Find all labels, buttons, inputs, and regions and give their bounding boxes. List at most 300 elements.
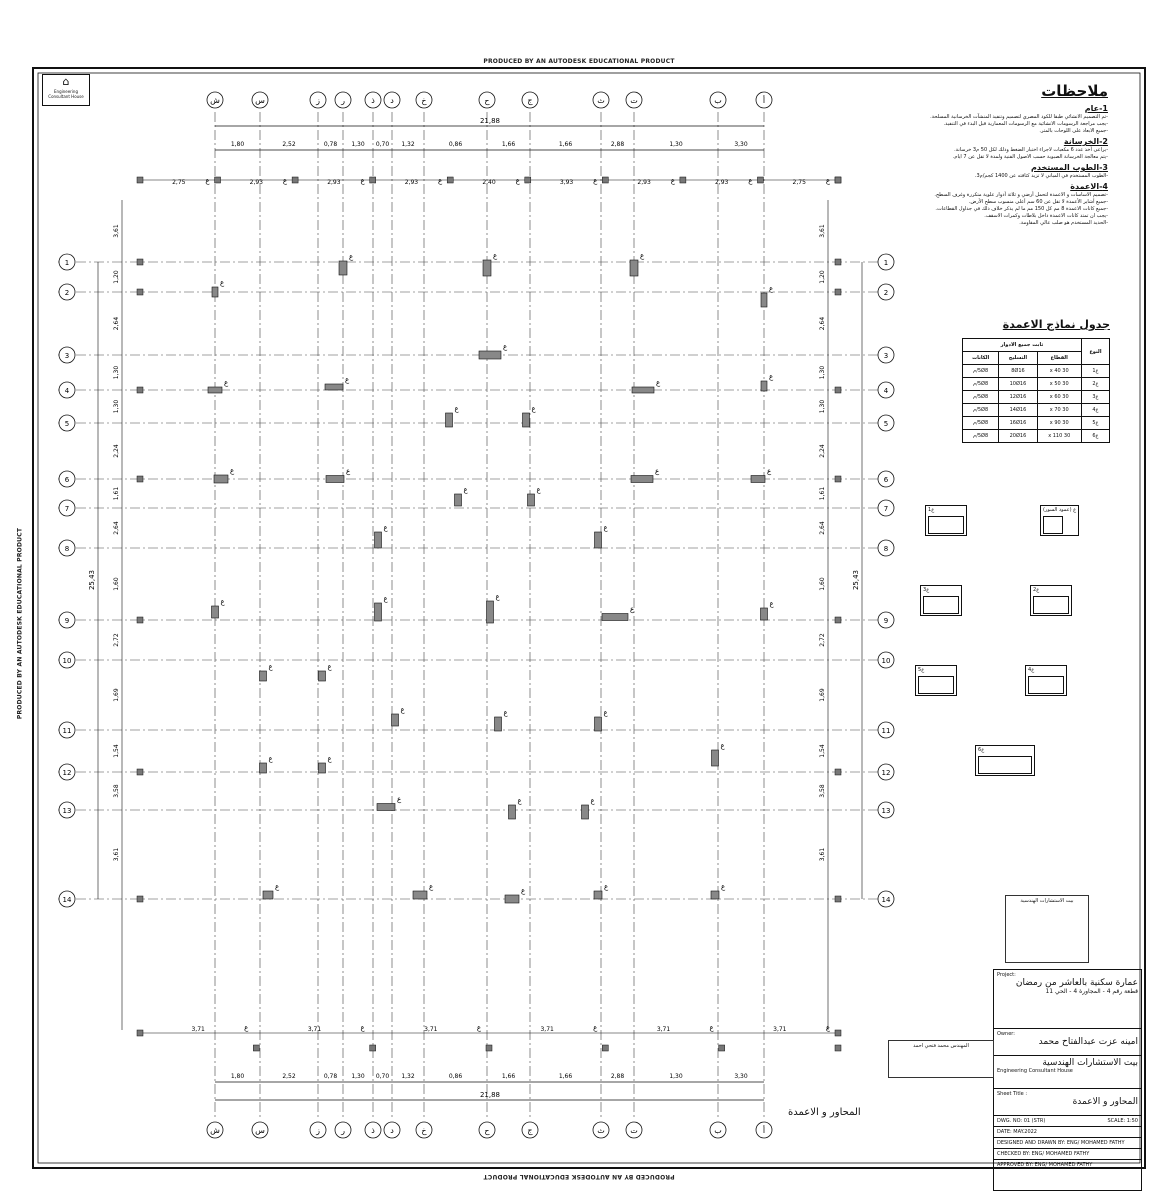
checked-by: CHECKED BY: ENG/ MOHAMED FATHY — [997, 1151, 1090, 1157]
column-detail-label: ع6 — [978, 747, 985, 753]
sheet-inner-border — [38, 73, 1140, 1163]
title-block — [993, 969, 1142, 1191]
axis-label: ش — [210, 1126, 220, 1135]
axis-label: ح — [484, 1126, 490, 1135]
column-detail-label: ع5 — [918, 667, 925, 673]
fence-column — [680, 177, 686, 183]
plan-caption: المحاور و الاعمدة — [788, 1107, 861, 1118]
dimension-value: 0,86 — [448, 141, 463, 148]
column-detail-label: ع4 — [1028, 667, 1035, 673]
column — [761, 293, 767, 307]
dimension-value: 2,72 — [819, 633, 826, 647]
dimension-value: 2,88 — [610, 141, 625, 148]
fence-column — [835, 896, 841, 902]
notes-section-columns: 4-الاعمدة — [1070, 182, 1108, 191]
dimension-value: 3,58 — [113, 784, 120, 798]
axis-label: ذ — [371, 96, 375, 105]
column — [375, 603, 382, 621]
dimension-value: 1,32 — [401, 141, 415, 148]
column — [319, 763, 326, 773]
dimension-value: 1,20 — [819, 270, 826, 284]
axis-label: ج — [527, 1126, 533, 1135]
fence-column — [835, 387, 841, 393]
column-label: ع — [349, 253, 354, 261]
column-label: ع — [825, 1024, 830, 1032]
column — [632, 387, 654, 393]
axis-label: 8 — [883, 545, 889, 553]
column-label: ع — [495, 593, 500, 601]
table-cell-type: ع1 — [1081, 365, 1109, 378]
column — [483, 260, 491, 276]
column-label: ع — [503, 343, 508, 351]
axis-label: أ — [762, 96, 766, 105]
dimension-value: 2,93 — [714, 179, 729, 186]
column-label: ع — [536, 486, 541, 494]
dimension-value: 3,93 — [559, 179, 574, 186]
fence-column — [370, 177, 376, 183]
dimension-value: 3,30 — [734, 1073, 748, 1080]
table-cell-section: 30 x 90 — [1037, 417, 1081, 430]
axis-label: 1 — [883, 259, 889, 267]
owner-label: Owner: — [997, 1031, 1015, 1037]
column-label: ع — [503, 709, 508, 717]
axis-label: 11 — [62, 727, 72, 735]
dimension-value: 0,78 — [323, 141, 338, 148]
axis-label: 8 — [64, 545, 70, 553]
column-label: ع — [767, 467, 772, 476]
column-section-sketch — [923, 596, 959, 614]
table-cell-stirrups: 5Ø8/م — [963, 430, 999, 443]
project-name: عمارة سكنية بالعاشر من رمضان — [1015, 978, 1138, 988]
axis-label: 7 — [883, 505, 889, 513]
note-item: -جميع كانات الاعمدة 8 مم كل 150 مم ما لم يذكر خلاف ذلك في جداول القطاعات. — [935, 206, 1108, 212]
fence-column — [215, 177, 221, 183]
dimension-value: 3,61 — [819, 224, 826, 238]
dimension-value: 1,30 — [819, 365, 826, 380]
fence-column — [137, 1030, 143, 1036]
office-name: بيت الاستشارات الهندسية — [1042, 1058, 1138, 1068]
fence-column — [486, 1045, 492, 1051]
column-label: ع — [268, 755, 273, 763]
axis-label: 4 — [883, 387, 889, 395]
note-item: -الحديد المستخدم هو صلب عالي المقاومة. — [1019, 220, 1108, 226]
column-label: ع — [593, 177, 598, 185]
column — [594, 891, 602, 899]
table-row — [963, 365, 1110, 378]
column — [375, 532, 382, 548]
axis-label: ب — [714, 1126, 722, 1135]
note-item: -تصميم الاساسات و الاعمدة لتحمل أرضي و ثلاثة أدوار علوية متكررة وغرف السطح. — [934, 192, 1108, 198]
fence-column — [137, 769, 143, 775]
column — [413, 891, 427, 899]
table-cell-steel: 16Ø16 — [999, 417, 1037, 430]
dimension-value: 1,54 — [819, 744, 826, 758]
dimension-value: 3,71 — [424, 1026, 438, 1033]
column — [319, 671, 326, 681]
axis-label: 3 — [64, 352, 70, 360]
axis-label: 10 — [881, 657, 891, 665]
column-label: ع — [220, 279, 225, 287]
dimension-value: 1,30 — [351, 141, 365, 148]
dimension-value: 2,52 — [282, 1073, 296, 1080]
axis-label: ب — [714, 96, 722, 105]
dimension-value: 2,93 — [249, 179, 264, 186]
axis-label: س — [255, 1126, 265, 1135]
dimension-value: 1,30 — [669, 1073, 683, 1080]
axis-label: ر — [341, 96, 345, 105]
column-label: ع — [454, 405, 459, 413]
dwg-no: DWG. NO: 01 (STR) — [997, 1118, 1046, 1124]
column — [339, 261, 347, 275]
axis-label: 2 — [64, 289, 70, 297]
fence-column — [253, 1045, 259, 1051]
fence-column — [835, 617, 841, 623]
column-label: ع — [531, 405, 536, 413]
column-section-sketch — [1033, 596, 1069, 614]
column-label: ع — [604, 883, 609, 891]
fence-column — [835, 476, 841, 482]
fence-column — [835, 769, 841, 775]
table-cell-section: 30 x 110 — [1037, 430, 1081, 443]
dimension-value: 1,61 — [819, 486, 826, 501]
column-label: ع — [275, 883, 280, 891]
column-detail — [975, 745, 1035, 776]
column-detail-label: ع1 — [928, 507, 935, 513]
house-icon: ⌂ — [62, 75, 70, 88]
axis-label: 4 — [64, 387, 70, 395]
column-label: ع — [205, 177, 210, 185]
column-label: ع — [383, 524, 388, 532]
dimension-value: 1,69 — [113, 688, 120, 702]
table-header: التسليح — [999, 352, 1037, 365]
axis-label: ح — [484, 96, 490, 105]
column — [487, 601, 494, 623]
column — [712, 750, 719, 766]
fence-column — [602, 177, 608, 183]
dimension-value: 1,32 — [401, 1073, 415, 1080]
column — [212, 287, 218, 297]
fence-column — [835, 289, 841, 295]
column-label: ع — [224, 379, 229, 387]
column-section-sketch — [928, 516, 964, 534]
column-label: ع — [748, 177, 753, 185]
column-label: ع — [769, 373, 774, 381]
dimension-value: 3,30 — [734, 141, 748, 148]
dimension-value: 1,60 — [113, 577, 120, 591]
dimension-value: 3,71 — [773, 1026, 787, 1033]
dimension-value: 1,30 — [819, 399, 826, 414]
column-label: ع — [327, 755, 332, 763]
stamp-text: بيت الاستشارات الهندسية — [1020, 898, 1074, 904]
table-cell-type: ع2 — [1081, 378, 1109, 391]
dimension-value: 2,93 — [327, 179, 341, 186]
note-item: -جميع الابعاد على اللوحات بالمتر. — [1039, 128, 1108, 134]
axis-label: 6 — [64, 476, 70, 484]
table-header: القطاع — [1037, 352, 1081, 365]
column — [711, 891, 719, 899]
dimension-value: 0,70 — [375, 1073, 390, 1080]
axis-label: 1 — [64, 259, 70, 267]
dimension-value: 3,71 — [540, 1026, 554, 1033]
dimension-value: 1,66 — [558, 141, 573, 148]
axis-label: د — [390, 1126, 394, 1135]
column — [751, 476, 765, 483]
axis-label: 11 — [881, 727, 891, 735]
sheet-label: Sheet Title : — [997, 1091, 1028, 1097]
fence-column — [137, 617, 143, 623]
axis-label: ز — [316, 96, 320, 105]
dimension-value: 1,54 — [113, 744, 120, 758]
engineer-name: المهندس محمد فتحي احمد — [913, 1043, 969, 1049]
project-plot: قطعة رقم 4 - المجاورة 4 - الحي 11 — [1045, 988, 1138, 995]
column-label: ع — [397, 795, 402, 804]
column-label: ع — [493, 252, 498, 260]
fence-column — [292, 177, 298, 183]
note-item: -يراعى أخذ عدد 6 مكعبات لاجراء اختبار الضغط وذلك لكل 50 م3 خرسانة. — [954, 147, 1108, 153]
dimension-value: 1,30 — [113, 399, 120, 414]
fence-column — [835, 1030, 841, 1036]
axis-label: 3 — [883, 352, 889, 360]
dimension-value: 2,93 — [637, 179, 651, 186]
column — [602, 614, 628, 621]
column-label: ع — [670, 177, 675, 185]
table-row — [963, 430, 1110, 443]
column-label: ع — [721, 883, 726, 891]
axis-label: ر — [341, 1126, 345, 1135]
column-label: ع — [327, 663, 332, 671]
table-row — [963, 378, 1110, 391]
fence-column — [137, 896, 143, 902]
column-label: ع — [383, 595, 388, 603]
fence-column — [835, 1045, 841, 1051]
column — [212, 606, 219, 618]
column-label: ع — [603, 709, 608, 717]
axis-label: ش — [210, 96, 220, 105]
column-label: ع — [268, 663, 273, 671]
column-detail — [920, 585, 962, 616]
table-cell-stirrups: 5Ø8/م — [963, 404, 999, 417]
axis-label: خ — [421, 96, 427, 105]
column-label: ع — [463, 486, 468, 494]
table-row — [963, 404, 1110, 417]
project-label: Project: — [997, 972, 1016, 978]
axis-label: 14 — [881, 896, 891, 904]
watermark-bottom: PRODUCED BY AN AUTODESK EDUCATIONAL PRODUCT — [483, 1173, 675, 1180]
table-cell-type: ع3 — [1081, 391, 1109, 404]
column — [377, 804, 395, 811]
table-cell-section: 30 x 60 — [1037, 391, 1081, 404]
axis-label: د — [390, 96, 394, 105]
owner-name: امينه عزت عبدالفتاح محمد — [1038, 1037, 1138, 1047]
column-schedule-table — [962, 338, 1110, 443]
dimension-value: 2,64 — [113, 521, 120, 535]
dimension-value: 3,71 — [191, 1026, 205, 1033]
table-header: الكانات — [963, 352, 999, 365]
approved-by: APPROVED BY: ENG/ MOHAMED FATHY — [997, 1162, 1093, 1168]
watermark-left: PRODUCED BY AN AUTODESK EDUCATIONAL PRODUCT — [16, 527, 24, 720]
notes-title: ملاحظات — [1041, 82, 1108, 100]
note-item: -يجب مراجعة الرسومات الانشائية مع الرسومات المعمارية قبل البدء في التنفيذ. — [943, 121, 1108, 127]
dimension-value: 2,40 — [482, 179, 496, 186]
column-table-title: جدول نماذج الاعمدة — [1002, 318, 1110, 331]
approval-stamp — [1005, 895, 1089, 963]
table-cell-section: 30 x 40 — [1037, 365, 1081, 378]
axis-label: ج — [527, 96, 533, 105]
column — [455, 494, 462, 506]
table-cell-steel: 20Ø16 — [999, 430, 1037, 443]
axis-label: 5 — [64, 420, 70, 428]
column-detail — [1030, 585, 1072, 616]
dimension-value: 2,64 — [819, 316, 826, 331]
column-label: ع — [521, 887, 526, 895]
column-label: ع — [590, 797, 595, 805]
notes-section-concrete: 2-الخرسانة — [1063, 137, 1108, 146]
column-label: ع — [720, 742, 725, 750]
column — [214, 475, 228, 483]
dimension-value: 2,75 — [792, 179, 806, 186]
table-cell-type: ع5 — [1081, 417, 1109, 430]
axis-label: 2 — [883, 289, 889, 297]
column — [479, 351, 501, 359]
dimension-value: 3,61 — [113, 224, 120, 238]
column — [325, 384, 343, 390]
column — [595, 532, 602, 548]
dimension-value: 1,20 — [113, 270, 120, 284]
column — [595, 717, 602, 731]
column — [260, 763, 267, 773]
column — [761, 381, 767, 391]
axis-label: 10 — [62, 657, 72, 665]
axis-label: 13 — [62, 807, 72, 815]
dimension-value: 2,64 — [819, 521, 826, 535]
column-label: ع — [630, 605, 635, 614]
table-row — [963, 391, 1110, 404]
dimension-value: 1,80 — [230, 1073, 245, 1080]
dimension-value: 3,71 — [307, 1026, 322, 1033]
column-detail — [915, 665, 957, 696]
table-body — [963, 365, 1110, 443]
dimension-value: 3,61 — [819, 847, 826, 862]
axis-label: خ — [421, 1126, 427, 1135]
column — [260, 671, 267, 681]
fence-column — [137, 387, 143, 393]
column-label: ع — [656, 379, 661, 387]
column-label: ع — [360, 177, 365, 185]
column-label: ع — [476, 1024, 481, 1032]
axis-label: 6 — [883, 476, 889, 484]
dimension-value: 0,70 — [375, 141, 390, 148]
table-cell-stirrups: 5Ø8/م — [963, 417, 999, 430]
table-cell-stirrups: 5Ø8/م — [963, 365, 999, 378]
logo-text: Engineering Consultant House — [48, 89, 84, 99]
table-cell-stirrups: 5Ø8/م — [963, 391, 999, 404]
fence-column — [602, 1045, 608, 1051]
dimension-value: 2,75 — [172, 179, 186, 186]
dimension-total: 21,88 — [479, 117, 501, 125]
column-section-sketch — [1043, 516, 1063, 534]
watermark-top: PRODUCED BY AN AUTODESK EDUCATIONAL PRODUCT — [483, 58, 675, 65]
column-detail — [1040, 505, 1079, 536]
notes-section-bricks: 3-الطوب المستخدم — [1030, 163, 1108, 172]
column-detail — [1025, 665, 1067, 696]
fence-column — [757, 177, 763, 183]
dimension-value: 1,66 — [501, 141, 516, 148]
dimension-value: 2,88 — [610, 1073, 625, 1080]
table-cell-section: 30 x 70 — [1037, 404, 1081, 417]
axis-label: ذ — [371, 1126, 375, 1135]
dimension-total: 25,43 — [88, 569, 96, 591]
column-detail-label: ع2 — [1033, 587, 1040, 593]
fence-column — [835, 259, 841, 265]
column-label: ع — [400, 706, 405, 714]
dimension-value: 2,24 — [819, 444, 826, 458]
dimension-value: 2,64 — [113, 316, 120, 331]
dimension-value: 1,30 — [669, 141, 683, 148]
column — [495, 717, 502, 731]
dimension-value: 1,61 — [113, 486, 120, 501]
column-label: ع — [825, 177, 830, 185]
axis-label: أ — [762, 1126, 766, 1135]
fence-column — [137, 177, 143, 183]
axis-label: ث — [597, 96, 605, 105]
column — [528, 494, 535, 506]
column-detail — [925, 505, 967, 536]
company-logo — [42, 74, 90, 106]
table-cell-steel: 8Ø16 — [999, 365, 1037, 378]
column-label: ع — [517, 797, 522, 805]
column-label: ع — [769, 285, 774, 293]
sheet-border — [33, 68, 1145, 1168]
table-cell-type: ع4 — [1081, 404, 1109, 417]
table-cell-stirrups: 5Ø8/م — [963, 378, 999, 391]
axis-label: 14 — [62, 896, 72, 904]
column-label: ع — [640, 252, 645, 260]
axis-label: 12 — [62, 769, 72, 777]
table-cell-steel: 10Ø16 — [999, 378, 1037, 391]
dimension-value: 3,58 — [819, 784, 826, 798]
column — [208, 387, 222, 393]
dimension-total: 21,88 — [479, 1091, 501, 1099]
column-label: ع — [603, 524, 608, 532]
dimension-value: 2,52 — [282, 141, 296, 148]
column — [631, 476, 653, 483]
axis-label: ز — [316, 1126, 320, 1135]
dimension-value: 0,78 — [323, 1073, 338, 1080]
column-label: ع — [244, 1024, 249, 1032]
note-item: -يتم معالجة الخرسانة الصبوبة حسب الاصول الفنية ولمدة لا تقل عن 7 ايام. — [952, 154, 1108, 160]
dimension-value: 1,60 — [819, 577, 826, 591]
column-label: ع — [515, 177, 520, 185]
column — [505, 895, 519, 903]
fence-column — [447, 177, 453, 183]
column-label: ع — [360, 1024, 365, 1032]
column — [523, 413, 530, 427]
office-name-en: Engineering Consultant House — [997, 1068, 1073, 1074]
fence-column — [137, 289, 143, 295]
fence-column — [370, 1045, 376, 1051]
dimension-value: 0,86 — [448, 1073, 463, 1080]
axis-label: 13 — [881, 807, 891, 815]
dimension-value: 2,93 — [404, 179, 419, 186]
dimension-value: 2,24 — [113, 444, 120, 458]
column-label: ع — [282, 177, 288, 185]
note-item: -الطوب المستخدم في المباني لا تزيد كثافته عن 1400 كجم/م3. — [974, 173, 1108, 179]
dimension-value: 1,80 — [230, 141, 245, 148]
dimension-value: 1,66 — [501, 1073, 516, 1080]
axis-label: 12 — [881, 769, 891, 777]
date: DATE: MAY.2022 — [997, 1129, 1037, 1135]
column — [630, 260, 638, 276]
